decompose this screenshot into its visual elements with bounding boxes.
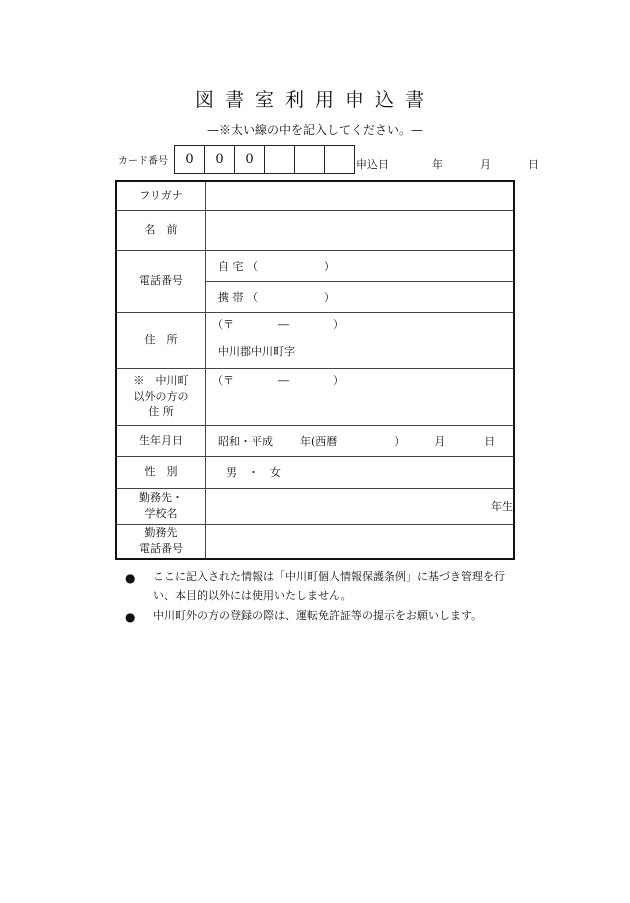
form-subtitle: —※太い線の中を記入してください。— [206,123,423,137]
application-date-day: 日 [528,158,539,171]
name-field[interactable] [206,210,515,250]
card-number-boxes [174,145,355,174]
application-form-table [115,180,515,560]
phone-mobile-field[interactable]: 携 帯 （ ） [206,281,515,312]
birthdate-label: 生年月日 [116,425,206,456]
birthdate-era: 昭和・平成 [218,434,273,448]
application-date-year: 年 [432,158,443,171]
card-digit-box[interactable] [295,146,325,173]
note-item [125,607,520,627]
outside-address-field[interactable] [206,368,515,425]
work-phone-label [116,524,206,559]
outside-address-label [116,368,206,425]
outside-label-line3: 住 所 [148,405,174,419]
application-date-month: 月 [480,158,491,171]
work-label-line2: 学校名 [144,507,178,520]
form-title: 図書室利用申込書 [194,89,435,111]
work-phone-label-line2: 電話番号 [139,542,183,556]
address-field[interactable] [206,312,515,368]
bullet-icon: ● [125,571,136,585]
work-label-line1: 勤務先・ [139,491,183,505]
work-phone-label-line1: 勤務先 [144,526,178,540]
address-label: 住 所 [116,312,206,368]
card-digit-box[interactable]: 0 [175,146,205,173]
application-date-label: 申込日 [356,158,389,171]
note-text: 中川町外の方の登録の際は、運転免許証等の提示をお願いします。 [153,609,483,623]
bullet-icon: ● [125,610,136,625]
birthdate-day: 日 [484,434,496,448]
gender-label: 性 別 [116,456,206,488]
outside-zip: （〒 ― ） [212,373,344,387]
furigana-label: フリガナ [116,181,206,210]
birthdate-month: 月 [434,434,446,448]
card-digit-box[interactable]: 0 [205,146,235,173]
work-grade-suffix: 年生 [491,500,513,513]
application-date [356,156,539,172]
card-digit-box[interactable] [265,146,295,173]
work-field[interactable] [206,488,515,524]
birthdate-year: 年(西暦 [300,434,338,448]
note-text: ここに記入された情報は「中川町個人情報保護条例」に基づき管理を行い、本目的以外には使用いたしません。 [153,570,505,602]
address-zip: （〒 ― ） [212,317,344,331]
phone-home-field[interactable]: 自 宅 （ ） [206,250,515,281]
phone-label: 電話番号 [116,250,206,312]
name-label: 名 前 [116,210,206,250]
work-label [116,488,206,524]
address-town: 中川郡中川町字 [218,344,295,358]
card-number-label: カード番号 [118,156,168,167]
furigana-field[interactable] [206,181,515,210]
birthdate-field[interactable] [206,425,515,456]
notes-section [125,568,520,630]
work-phone-field[interactable] [206,524,515,559]
note-item [125,568,520,605]
card-digit-box[interactable]: 0 [235,146,265,173]
outside-label-line2: 以外の方の [133,389,189,403]
birthdate-close: ） [394,434,406,448]
outside-label-line1: ※ 中川町 [133,373,189,387]
gender-field[interactable]: 男 ・ 女 [206,456,515,488]
card-digit-box[interactable] [325,146,354,173]
